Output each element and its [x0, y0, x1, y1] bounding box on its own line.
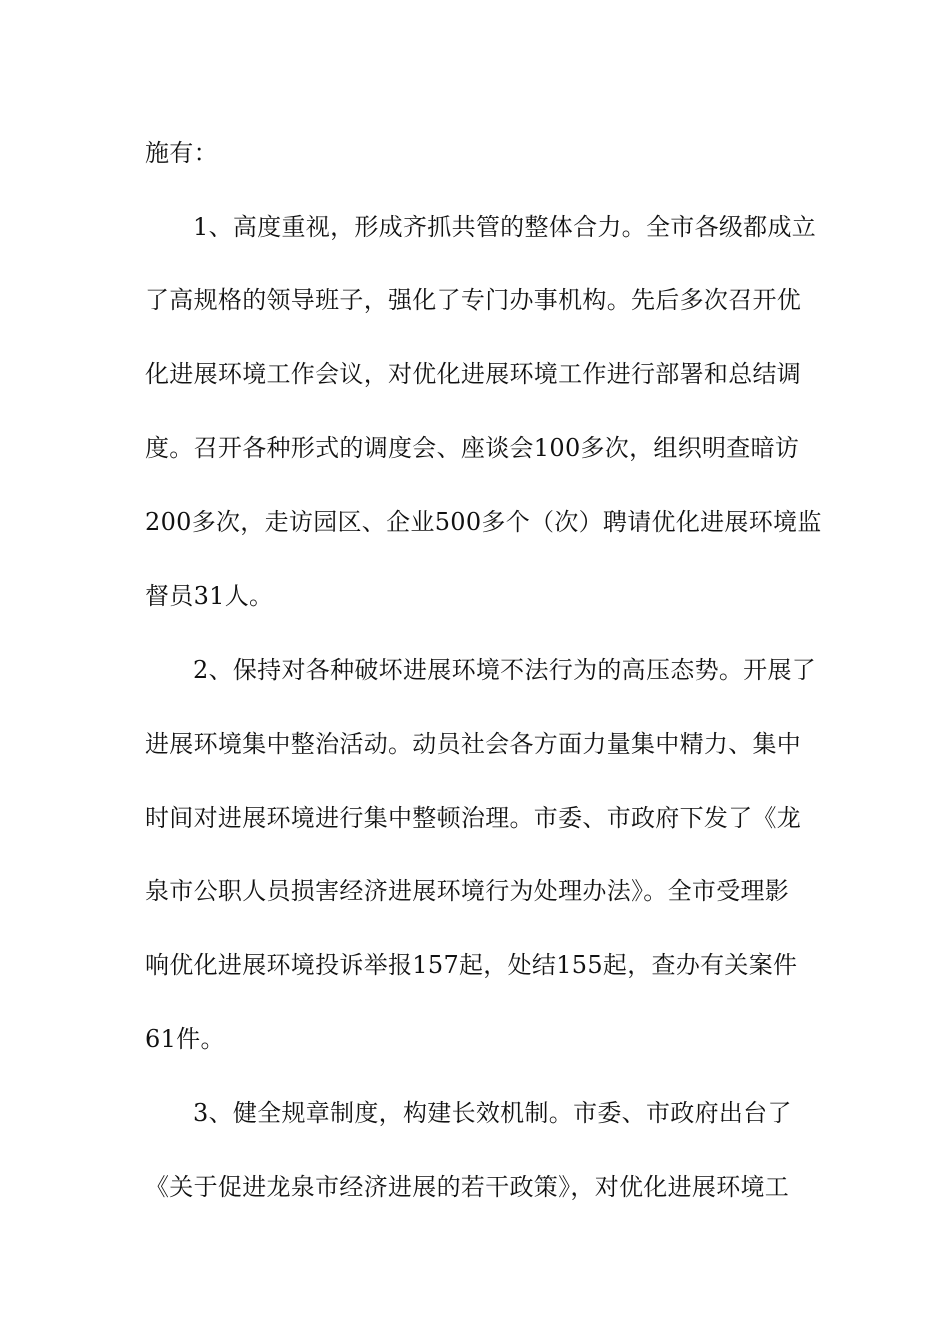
text-line: 了高规格的领导班子，强化了专门办事机构。先后多次召开优	[145, 286, 802, 314]
text-line: 度。召开各种形式的调度会、座谈会100多次，组织明查暗访	[145, 434, 800, 462]
text-line: 督员31人。	[145, 582, 274, 610]
text-line: 响优化进展环境投诉举报157起，处结155起，查办有关案件	[145, 951, 798, 979]
text-line: 进展环境集中整治活动。动员社会各方面力量集中精力、集中	[145, 730, 802, 758]
text-line: 泉市公职人员损害经济进展环境行为处理办法》。全市受理影	[145, 877, 790, 905]
text-line: 200多次，走访园区、企业500多个（次）聘请优化进展环境监	[145, 508, 822, 536]
text-line: 时间对进展环境进行集中整顿治理。市委、市政府下发了《龙	[145, 804, 802, 832]
text-line: 61件。	[145, 1025, 225, 1053]
paragraph-3-line: 3、健全规章制度，构建长效机制。市委、市政府出台了	[193, 1099, 792, 1127]
text-line: 化进展环境工作会议，对优化进展环境工作进行部署和总结调	[145, 360, 802, 388]
text-line: 《关于促进龙泉市经济进展的若干政策》，对优化进展环境工	[145, 1173, 790, 1201]
paragraph-1-line: 1、高度重视，形成齐抓共管的整体合力。全市各级都成立	[193, 213, 817, 241]
text-line: 施有：	[145, 139, 218, 167]
paragraph-2-line: 2、保持对各种破坏进展环境不法行为的高压态势。开展了	[193, 656, 817, 684]
